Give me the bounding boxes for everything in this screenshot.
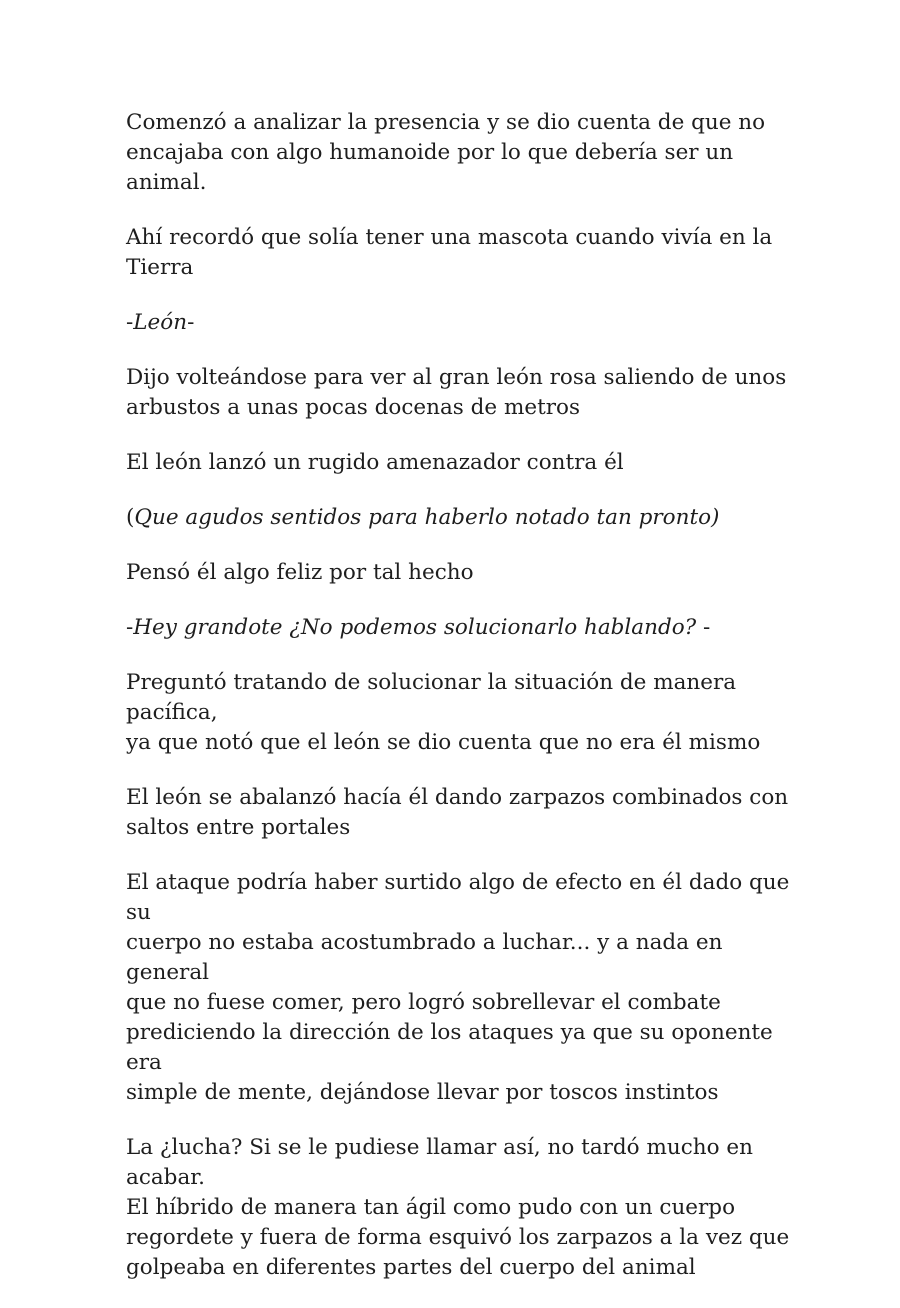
document-body: [126, 108, 806, 1308]
dialogue-dash-open: -: [126, 615, 134, 640]
dialogue-dash-close: -: [187, 310, 195, 335]
paragraph-12: La ¿lucha? Si se le pudiese llamar así, no tardó mucho en acabar. El híbrido de manera tan ágil como pudo con un cuerpo regordete y fuera de forma esquivó los zarpazos a la vez que golpeaba en diferentes partes del cuerpo del animal: [126, 1135, 790, 1280]
dialogue-hey-grandote: [126, 613, 806, 643]
paragraph-10: El león se abalanzó hacía él dando zarpazos combinados con saltos entre portales: [126, 785, 789, 840]
dialogue-italic-text: Hey grandote ¿No podemos solucionarlo hablando?: [133, 615, 697, 640]
paragraph-9: Preguntó tratando de solucionar la situación de manera pacífica, ya que notó que el león se dio cuenta que no era él mismo: [126, 670, 761, 755]
dialogue-leon: [126, 308, 806, 338]
paragraph-4: Dijo volteándose para ver al gran león rosa saliendo de unos arbustos a unas pocas docenas de metros: [126, 365, 787, 420]
dialogue-dash-open: -: [126, 310, 134, 335]
paragraph-5: El león lanzó un rugido amenazador contra él: [126, 450, 624, 475]
thought-paragraph: [126, 503, 806, 533]
dialogue-dash-close: -: [696, 615, 711, 640]
thought-italic-text: Que agudos sentidos para haberlo notado tan pronto): [134, 505, 720, 530]
thought-open-paren: (: [126, 505, 135, 530]
paragraph-11: El ataque podría haber surtido algo de efecto en él dado que su cuerpo no estaba acostumbrado a luchar... y a nada en general que no fuese comer, pero logró sobrellevar el combate prediciendo la dirección de los ataques ya que su oponente era simple de mente, dejándose llevar por toscos instintos: [126, 870, 790, 1105]
paragraph-1: Comenzó a analizar la presencia y se dio cuenta de que no encajaba con algo humanoide por lo que debería ser un animal.: [126, 110, 766, 195]
paragraph-7: Pensó él algo feliz por tal hecho: [126, 560, 474, 585]
dialogue-italic-text: León: [133, 310, 188, 335]
paragraph-2: Ahí recordó que solía tener una mascota cuando vivía en la Tierra: [126, 225, 773, 280]
